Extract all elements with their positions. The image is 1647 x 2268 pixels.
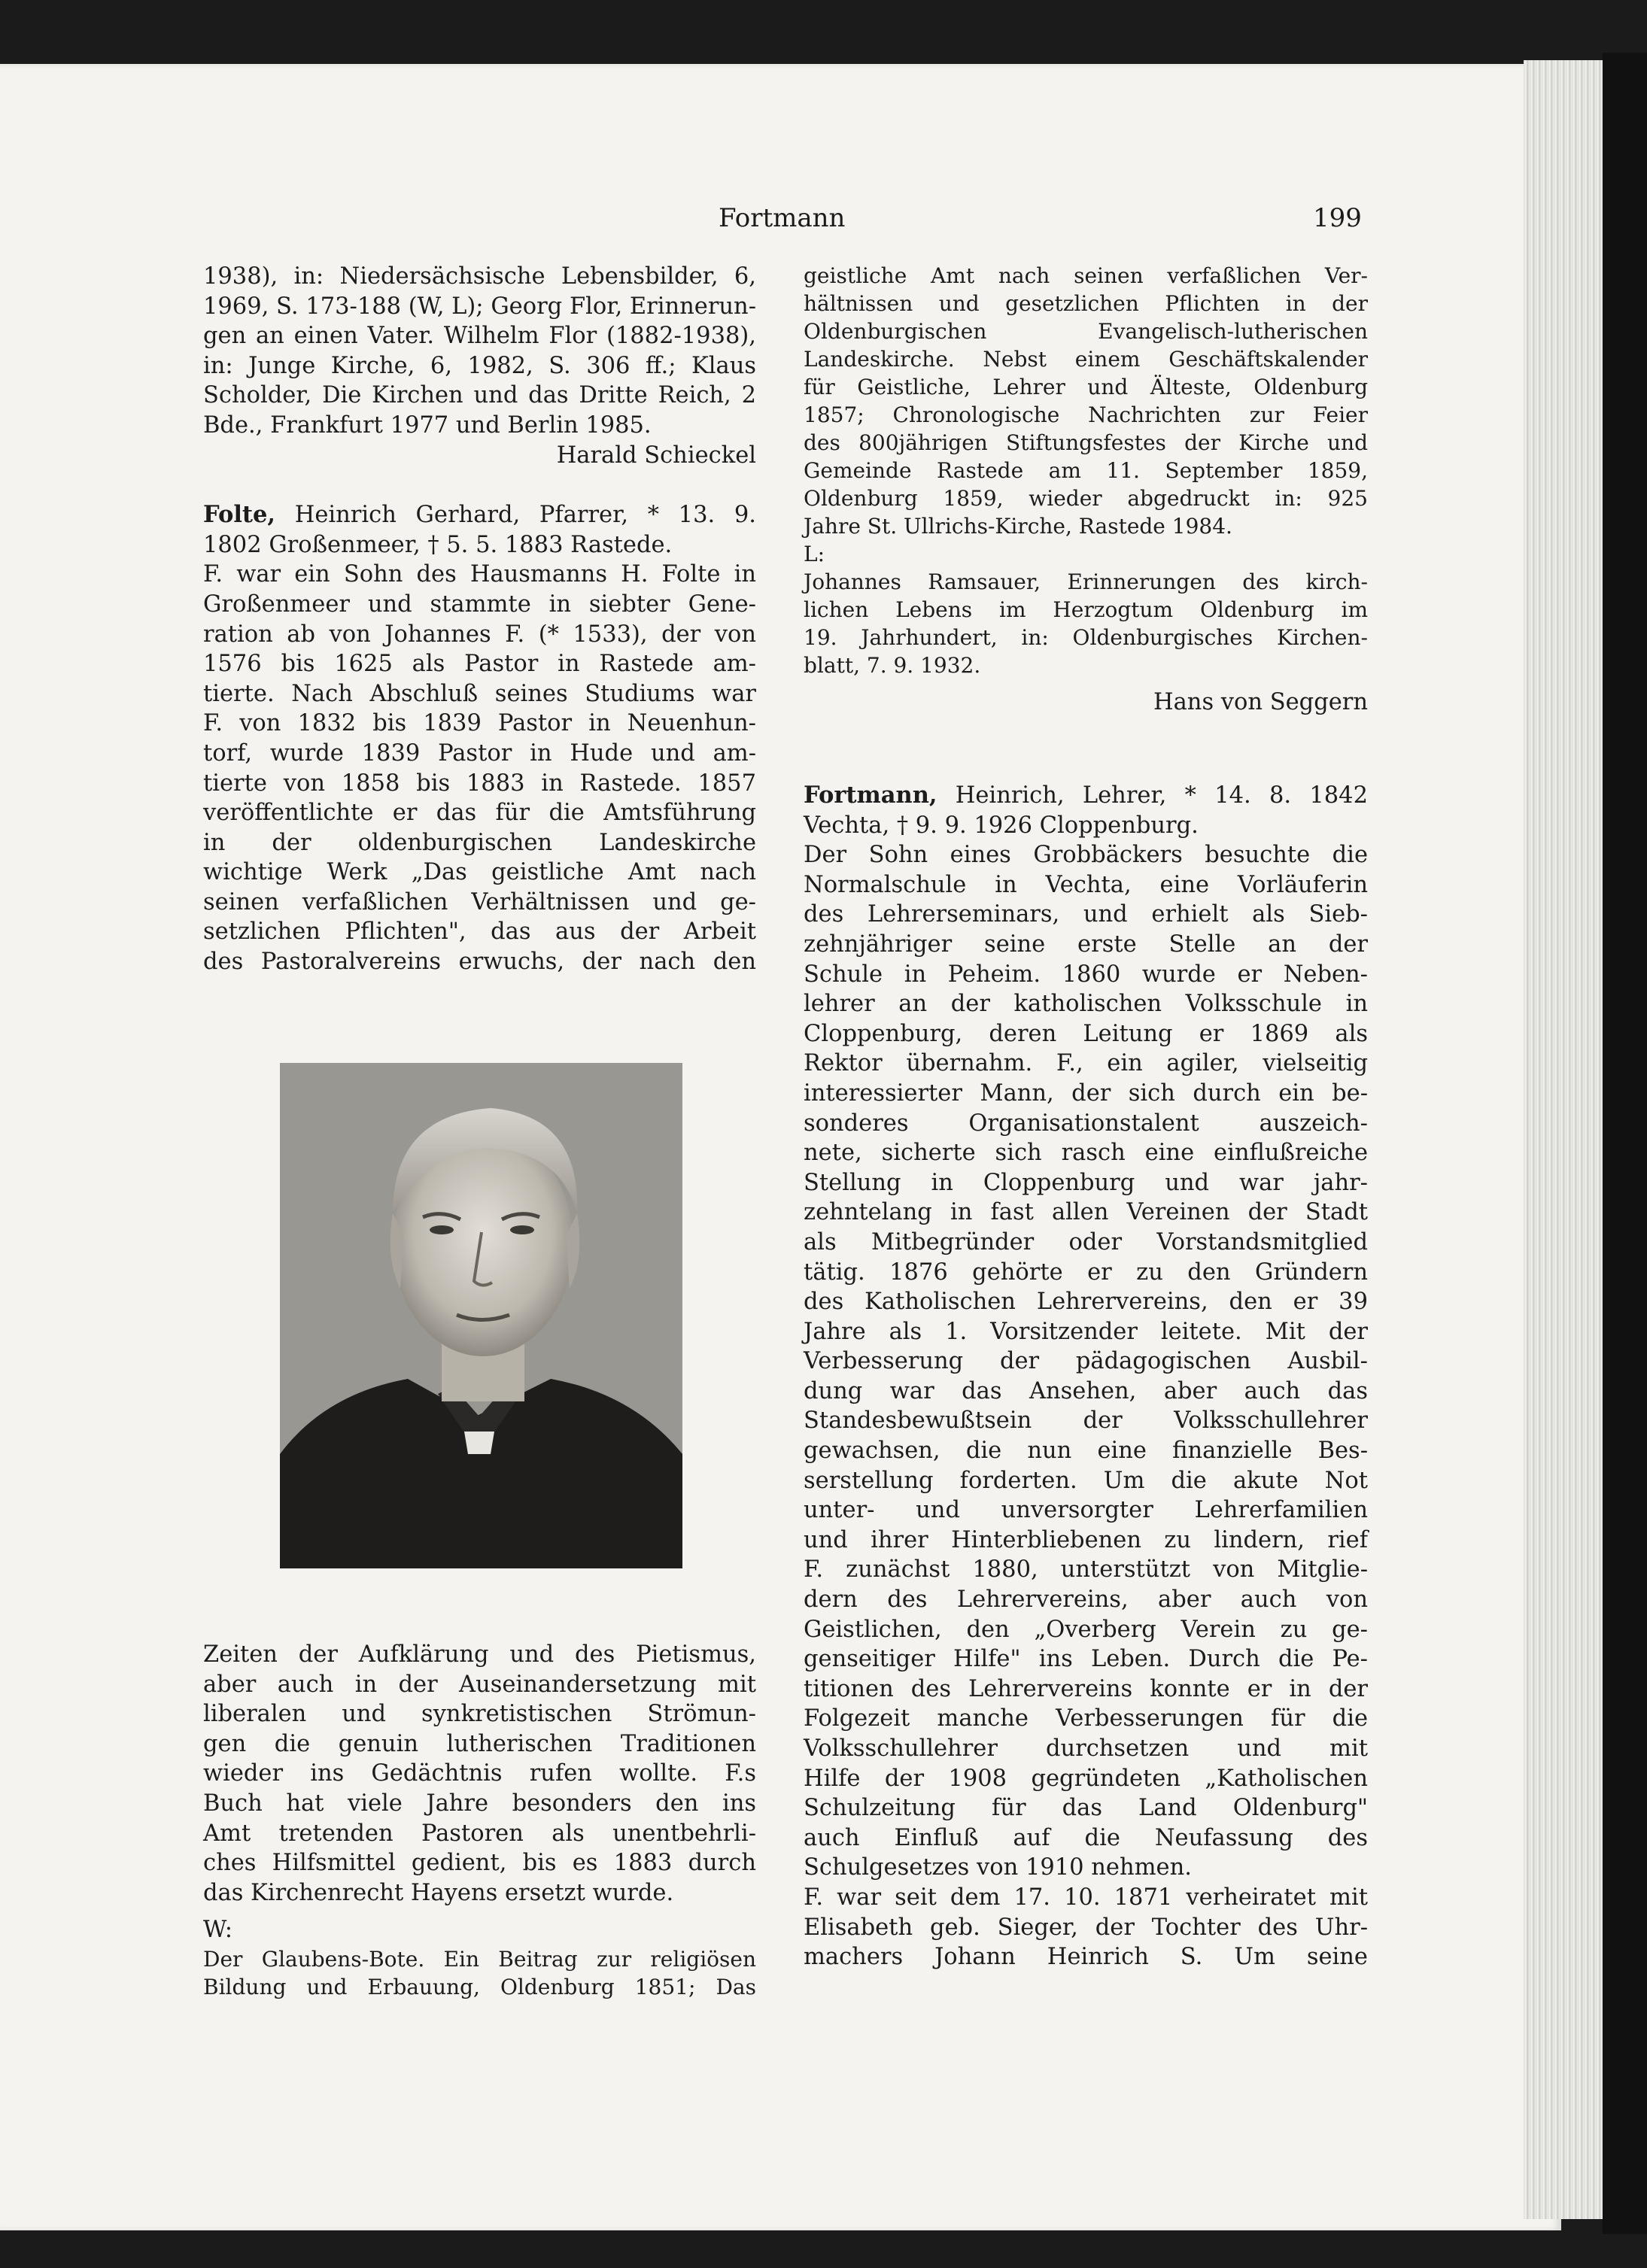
literature-label: L: xyxy=(804,542,825,566)
works-line: 1857; Chronologische Nachrichten zur Feier xyxy=(804,402,1368,427)
entry-heading-line: Vechta, † 9. 9. 1926 Cloppenburg. xyxy=(804,812,1199,839)
text-line: seinen verfaßlichen Verhältnissen und ge- xyxy=(203,888,756,915)
text-line: Amt tretenden Pastoren als unentbehrli- xyxy=(203,1820,756,1847)
entry-heading-folte xyxy=(203,500,756,530)
text-line: Schulgesetzes von 1910 nehmen. xyxy=(804,1854,1192,1881)
text-line: tierte. Nach Abschluß seines Studiums war xyxy=(203,680,756,707)
entry-heading-line: 1802 Großenmeer, † 5. 5. 1883 Rastede. xyxy=(203,531,673,558)
works-line: Oldenburgischen Evangelisch-lutherischen xyxy=(804,319,1368,344)
text-line: Standesbewußtsein der Volksschullehrer xyxy=(804,1407,1368,1435)
text-line: gen die genuin lutherischen Traditionen xyxy=(203,1730,756,1757)
text-line: F. war ein Sohn des Hausmanns H. Folte in xyxy=(203,561,756,588)
text-line: interessierter Mann, der sich durch ein be- xyxy=(804,1079,1368,1107)
text-line: in der oldenburgischen Landeskirche xyxy=(203,829,756,856)
text-line: Elisabeth geb. Sieger, der Tochter des Uhr- xyxy=(804,1914,1368,1941)
text-line: nete, sicherte sich rasch eine einflußreiche xyxy=(804,1140,1368,1167)
text-line: Cloppenburg, deren Leitung er 1869 als xyxy=(804,1020,1368,1047)
text-line: serstellung forderten. Um die akute Not xyxy=(804,1467,1368,1494)
entry-name: Fortmann, xyxy=(804,782,937,809)
literature-line: Johannes Ramsauer, Erinnerungen des kirch- xyxy=(804,569,1368,594)
text-line: wieder ins Gedächtnis rufen wollte. F.s xyxy=(203,1760,756,1787)
text-line: Großenmeer und stammte in siebter Gene- xyxy=(203,591,756,618)
portrait-illustration xyxy=(280,1063,682,1568)
text-line: unter- und unversorgter Lehrerfamilien xyxy=(804,1497,1368,1524)
text-line: F. zunächst 1880, unterstützt von Mitglie- xyxy=(804,1556,1368,1583)
works-line: Der Glaubens-Bote. Ein Beitrag zur religiösen xyxy=(203,1946,756,1972)
text-line: veröffentlichte er das für die Amtsführung xyxy=(203,800,756,827)
entry-heading-text: Heinrich Gerhard, Pfarrer, * 13. 9. xyxy=(275,502,756,529)
literature-line: 19. Jahrhundert, in: Oldenburgisches Kirchen- xyxy=(804,625,1368,650)
text-line: lehrer an der katholischen Volksschule in xyxy=(804,991,1368,1018)
entry-name: Folte, xyxy=(203,501,276,529)
right-column xyxy=(804,262,1368,716)
entry-heading-fortmann xyxy=(804,781,1368,811)
text-line: dung war das Ansehen, aber auch das xyxy=(804,1377,1368,1404)
portrait-photo xyxy=(280,1063,682,1568)
works-line: Landeskirche. Nebst einem Geschäftskalender xyxy=(804,347,1368,372)
text-line: auch Einfluß auf die Neufassung des xyxy=(804,1824,1368,1851)
text-line: Buch hat viele Jahre besonders den ins xyxy=(203,1790,756,1817)
running-header: Fortmann xyxy=(719,203,846,233)
text-line: als Mitbegründer oder Vorstandsmitglied xyxy=(804,1228,1368,1255)
text-line: gen an einen Vater. Wilhelm Flor (1882-1938), xyxy=(203,323,756,350)
entry-author: Hans von Seggern xyxy=(1153,689,1368,715)
text-line: Geistlichen, den „Overberg Verein zu ge- xyxy=(804,1616,1368,1643)
text-line: Verbesserung der pädagogischen Ausbil- xyxy=(804,1348,1368,1375)
left-column xyxy=(203,262,756,977)
works-line: Oldenburg 1859, wieder abgedruckt in: 925 xyxy=(804,486,1368,511)
text-line: torf, wurde 1839 Pastor in Hude und am- xyxy=(203,739,756,767)
works-line: des 800jährigen Stiftungsfestes der Kirche und xyxy=(804,430,1368,455)
text-line: wichtige Werk „Das geistliche Amt nach xyxy=(203,859,756,886)
text-line: Hilfe der 1908 gegründeten „Katholischen xyxy=(804,1765,1368,1792)
text-line: des Lehrerseminars, und erhielt als Sieb- xyxy=(804,901,1368,928)
text-line: des Pastoralvereins erwuchs, der nach den xyxy=(203,949,756,976)
text-line: Der Sohn eines Grobbäckers besuchte die xyxy=(804,842,1368,869)
text-line: machers Johann Heinrich S. Um seine xyxy=(804,1944,1368,1971)
text-line: Volksschullehrer durchsetzen und mit xyxy=(804,1735,1368,1762)
text-line: tierte von 1858 bis 1883 in Rastede. 1857 xyxy=(203,770,756,797)
text-line: Scholder, Die Kirchen und das Dritte Reich, 2 xyxy=(203,382,756,409)
text-line: F. von 1832 bis 1839 Pastor in Neuenhun- xyxy=(203,710,756,737)
works-line: Jahre St. Ullrichs-Kirche, Rastede 1984. xyxy=(804,514,1232,539)
works-line: geistliche Amt nach seinen verfaßlichen Ver- xyxy=(804,263,1368,288)
text-line: gewachsen, die nun eine finanzielle Bes- xyxy=(804,1438,1368,1465)
entry-author: Harald Schieckel xyxy=(556,442,756,469)
works-label: W: xyxy=(203,1917,232,1944)
text-line: Bde., Frankfurt 1977 und Berlin 1985. xyxy=(203,411,652,439)
text-line: 1576 bis 1625 als Pastor in Rastede am- xyxy=(203,651,756,678)
text-line: Rektor übernahm. F., ein agiler, vielseitig xyxy=(804,1050,1368,1077)
text-line: sonderes Organisationstalent auszeich- xyxy=(804,1110,1368,1137)
works-line: Gemeinde Rastede am 11. September 1859, xyxy=(804,458,1368,483)
text-line: und ihrer Hinterbliebenen zu lindern, rief xyxy=(804,1526,1368,1553)
works-line: hältnissen und gesetzlichen Pflichten in der xyxy=(804,291,1368,316)
literature-line: blatt, 7. 9. 1932. xyxy=(804,653,981,678)
text-line: Schulzeitung für das Land Oldenburg" xyxy=(804,1795,1368,1822)
background-right xyxy=(1603,53,1647,2234)
text-line: liberalen und synkretistischen Strömun- xyxy=(203,1701,756,1728)
right-column-fortmann xyxy=(804,781,1368,1972)
text-line: dern des Lehrervereins, aber auch von xyxy=(804,1586,1368,1614)
text-line: tätig. 1876 gehörte er zu den Gründern xyxy=(804,1258,1368,1286)
text-line: Zeiten der Aufklärung und des Pietismus, xyxy=(203,1641,756,1668)
left-column-continued xyxy=(203,1640,756,2001)
text-line: zehnjähriger seine erste Stelle an der xyxy=(804,931,1368,958)
text-line: titionen des Lehrervereins konnte er in der xyxy=(804,1675,1368,1702)
text-line: setzlichen Pflichten", das aus der Arbeit xyxy=(203,918,756,946)
text-line: aber auch in der Auseinandersetzung mit xyxy=(203,1671,756,1698)
works-line: Bildung und Erbauung, Oldenburg 1851; Das xyxy=(203,1974,756,1999)
text-line: F. war seit dem 17. 10. 1871 verheiratet mit xyxy=(804,1884,1368,1911)
text-line: Jahre als 1. Vorsitzender leitete. Mit der xyxy=(804,1318,1368,1345)
text-line: ration ab von Johannes F. (* 1533), der von xyxy=(203,621,756,648)
text-line: in: Junge Kirche, 6, 1982, S. 306 ff.; Klaus xyxy=(203,352,756,379)
text-line: das Kirchenrecht Hayens ersetzt wurde. xyxy=(203,1879,674,1906)
page-edges xyxy=(1524,60,1614,2219)
text-line: genseitiger Hilfe" ins Leben. Durch die Pe- xyxy=(804,1646,1368,1673)
text-line: 1938), in: Niedersächsische Lebensbilder, 6, xyxy=(203,263,756,290)
page-number: 199 xyxy=(1313,203,1362,233)
text-line: des Katholischen Lehrervereins, den er 39 xyxy=(804,1289,1368,1316)
text-line: 1969, S. 173-188 (W, L); Georg Flor, Erinnerun- xyxy=(203,293,756,320)
text-line: Folgezeit manche Verbesserungen für die xyxy=(804,1705,1368,1732)
literature-line: lichen Lebens im Herzogtum Oldenburg im xyxy=(804,597,1368,622)
text-line: Stellung in Cloppenburg und war jahr- xyxy=(804,1169,1368,1196)
text-line: zehntelang in fast allen Vereinen der Stadt xyxy=(804,1199,1368,1226)
text-line: ches Hilfsmittel gedient, bis es 1883 durch xyxy=(203,1850,756,1877)
entry-heading-text: Heinrich, Lehrer, * 14. 8. 1842 xyxy=(937,782,1368,809)
text-line: Schule in Peheim. 1860 wurde er Neben- xyxy=(804,961,1368,988)
works-line: für Geistliche, Lehrer und Älteste, Oldenburg xyxy=(804,375,1368,399)
text-line: Normalschule in Vechta, eine Vorläuferin xyxy=(804,871,1368,898)
